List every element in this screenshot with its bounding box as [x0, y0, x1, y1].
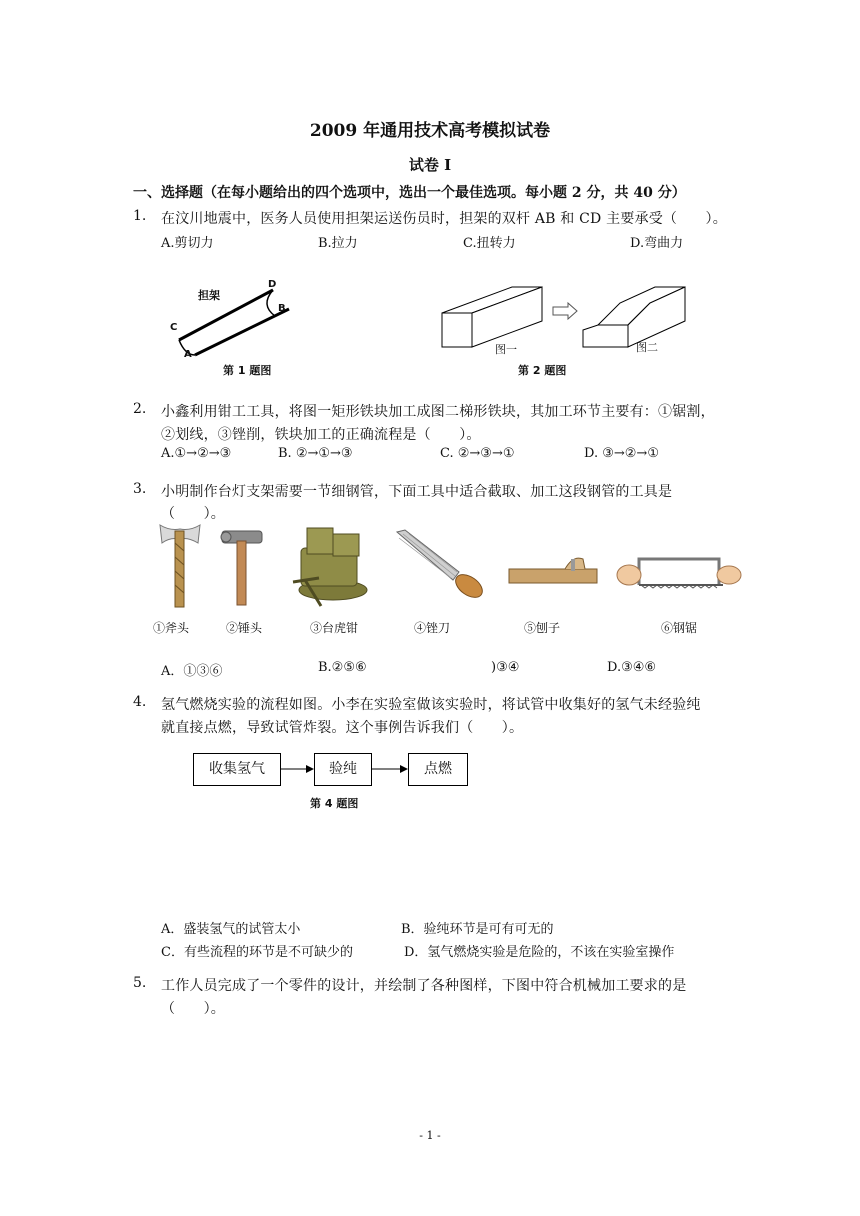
figure-two-label: 图二: [636, 341, 658, 354]
q1-number: 1.: [133, 208, 147, 224]
q4-option-a: A．盛装氢气的试管太小: [161, 922, 301, 937]
q5-line2: （ ）。: [161, 1001, 225, 1017]
q4-option-d: D．氢气燃烧实验是危险的，不该在实验室操作: [404, 945, 675, 960]
q2-number: 2.: [133, 401, 147, 417]
tool-label-hacksaw: ⑥钢锯: [661, 621, 698, 635]
tool-label-hammer: ②锤头: [226, 621, 263, 635]
q1-option-a: A.剪切力: [161, 236, 214, 251]
flow-step-collect: 收集氢气: [193, 753, 281, 786]
q3-option-d: D.③④⑥: [607, 660, 657, 675]
q2-option-b: B. ②→①→③: [278, 446, 353, 461]
figure-one-label: 图一: [495, 343, 517, 356]
q2-line1: 小鑫利用钳工工具，将图一矩形铁块加工成图二梯形铁块，其加工环节主要有：①锯割，: [161, 404, 715, 420]
page-title: 2009 年通用技术高考模拟试卷: [309, 121, 551, 141]
q3-option-a: A．①③⑥: [161, 664, 223, 679]
flow-step-verify: 验纯: [314, 753, 372, 786]
q3-option-b: B.②⑤⑥: [318, 660, 367, 675]
figure4-caption: 第 4 题图: [310, 797, 359, 810]
q1-option-b: B.拉力: [318, 236, 358, 251]
q3-option-c: )③④: [491, 660, 520, 675]
q2-option-a: A.①→②→③: [161, 446, 232, 461]
q4-option-c: C．有些流程的环节是不可缺少的: [161, 945, 353, 960]
point-c-label: C: [170, 322, 178, 333]
q1-option-d: D.弯曲力: [630, 236, 684, 251]
tool-label-vise: ③台虎钳: [310, 621, 359, 635]
q4-number: 4.: [133, 694, 147, 710]
point-d-label: D: [268, 279, 277, 290]
q2-line2: ②划线，③锉削，铁块加工的正确流程是（ ）。: [161, 427, 481, 443]
q2-option-c: C. ②→③→①: [440, 446, 515, 461]
q3-line2: （ ）。: [161, 506, 225, 522]
q1-option-c: C.扭转力: [463, 236, 516, 251]
section-heading: 一、选择题（在每小题给出的四个选项中，选出一个最佳选项。每小题 2 分，共 40 分）: [133, 185, 686, 201]
point-b-label: B: [278, 303, 286, 314]
tool-label-axe: ①斧头: [153, 621, 190, 635]
q4-option-b: B．验纯环节是可有可无的: [401, 922, 554, 937]
page-number: - 1 -: [419, 1129, 441, 1142]
q3-line1: 小明制作台灯支架需要一节细钢管，下面工具中适合截取、加工这段钢管的工具是: [161, 484, 673, 500]
flow-step-ignite: 点燃: [408, 753, 468, 786]
figure1-caption: 第 1 题图: [223, 364, 272, 377]
tool-label-file: ④锉刀: [414, 621, 451, 635]
tool-label-plane: ⑤刨子: [524, 621, 561, 635]
q1-text: 在汶川地震中，医务人员使用担架运送伤员时，担架的双杆 AB 和 CD 主要承受（ ）。: [161, 211, 727, 227]
q4-line2: 就直接点燃，导致试管炸裂。这个事例告诉我们（ ）。: [161, 720, 524, 736]
paper-subtitle: 试卷 I: [408, 156, 452, 174]
point-a-label: A: [184, 349, 192, 360]
stretcher-label: 担架: [198, 289, 220, 302]
q3-number: 3.: [133, 481, 147, 497]
q5-number: 5.: [133, 975, 147, 991]
q2-option-d: D. ③→②→①: [584, 446, 659, 461]
figure2-caption: 第 2 题图: [518, 364, 567, 377]
q5-line1: 工作人员完成了一个零件的设计，并绘制了各种图样，下图中符合机械加工要求的是: [161, 978, 687, 994]
q4-line1: 氢气燃烧实验的流程如图。小李在实验室做该实验时，将试管中收集好的氢气未经验纯: [161, 697, 701, 713]
